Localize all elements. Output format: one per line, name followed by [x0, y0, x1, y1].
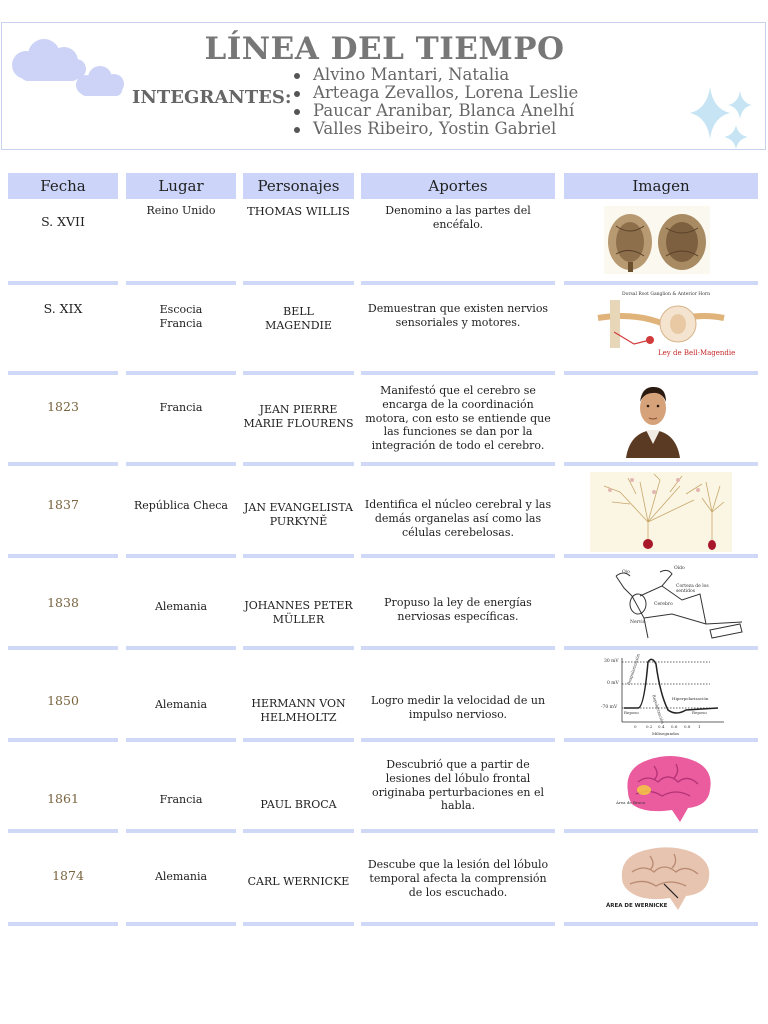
- row-lugar: [126, 698, 236, 712]
- row-personajes: [243, 501, 354, 529]
- row-divider: [361, 371, 555, 375]
- row-personajes-line: MAGENDIE: [265, 318, 332, 332]
- diagram-caption: Dorsal Root Ganglion & Anterior Horn: [622, 292, 710, 297]
- row-aportes-line: nerviosas específicas.: [397, 609, 519, 623]
- row-aportes-line: encéfalo.: [432, 217, 484, 231]
- row-divider: [8, 922, 118, 926]
- row-lugar: [126, 600, 236, 614]
- row-divider: [243, 738, 354, 742]
- chart-label: Despolarización: [626, 653, 641, 686]
- row-aportes: [361, 204, 555, 232]
- row-divider: [361, 554, 555, 558]
- list-item: Arteaga Zevallos, Lorena Leslie: [292, 84, 578, 102]
- cloud-icon: [72, 65, 128, 97]
- row-aportes-line: originaba perturbaciones en el: [371, 785, 545, 799]
- chart-label: 30 mV: [604, 659, 619, 664]
- row-divider: [361, 738, 555, 742]
- row-lugar: [126, 401, 236, 415]
- row-lugar-line: Alemania: [154, 600, 208, 613]
- chart-label: -70 mV: [601, 705, 618, 710]
- row-divider: [243, 281, 354, 285]
- row-divider: [564, 281, 758, 285]
- diagram-caption: Ojo: [622, 570, 630, 575]
- row-personajes-line: MARIE FLOURENS: [243, 416, 354, 430]
- row-divider: [243, 371, 354, 375]
- row-divider: [361, 829, 555, 833]
- row-fecha: 1838: [47, 595, 79, 610]
- chart-label: 0.6: [671, 724, 678, 729]
- row-personajes-line: HERMANN VON: [251, 697, 346, 710]
- row-divider: [8, 281, 118, 285]
- chart-label: Reposo: [692, 710, 707, 715]
- diagram-caption: ÁREA DE WERNICKE: [606, 903, 668, 909]
- list-item: Valles Ribeiro, Yostin Gabriel: [292, 120, 578, 138]
- row-aportes-line: encarga de la coordinación: [382, 397, 534, 411]
- row-personajes-line: HELMHOLTZ: [260, 710, 337, 724]
- row-divider: [243, 554, 354, 558]
- row-lugar: [126, 793, 236, 807]
- row-lugar-line: Francia: [159, 316, 203, 330]
- row-personajes-line: MÜLLER: [272, 612, 325, 626]
- row-lugar-line: Francia: [159, 793, 203, 806]
- row-aportes-line: Manifestó que el cerebro se: [380, 384, 536, 397]
- column-header-imagen: Imagen: [564, 173, 758, 199]
- row-divider: [126, 462, 236, 466]
- row-aportes-line: lesiones del lóbulo frontal: [385, 771, 531, 785]
- row-personajes: [243, 599, 354, 627]
- chart-label: 0 mV: [607, 681, 619, 686]
- row-aportes-line: habla.: [440, 799, 476, 813]
- row-personajes: [243, 403, 354, 431]
- row-divider: [8, 738, 118, 742]
- row-lugar-line: Alemania: [154, 698, 208, 711]
- row-divider: [126, 922, 236, 926]
- members-list: [292, 66, 578, 138]
- row-divider: [8, 646, 118, 650]
- chart-label: 0.2: [646, 724, 653, 729]
- chart-label: 0.4: [658, 724, 665, 729]
- purkinje-cell-icon: [590, 472, 732, 556]
- row-personajes-line: CARL WERNICKE: [247, 875, 350, 888]
- row-divider: [564, 371, 758, 375]
- row-divider: [8, 371, 118, 375]
- row-divider: [564, 462, 758, 466]
- row-aportes-line: Demuestran que existen nervios: [367, 302, 549, 315]
- row-personajes-line: PURKYNĚ: [269, 514, 328, 528]
- diagram-caption: Cerebro: [654, 602, 673, 607]
- row-divider: [126, 554, 236, 558]
- row-aportes-line: las funciones se dan por la: [383, 425, 533, 439]
- row-personajes-line: THOMAS WILLIS: [247, 204, 350, 218]
- list-item: Paucar Aranibar, Blanca Anelhí: [292, 102, 578, 120]
- row-divider: [8, 462, 118, 466]
- row-divider: [8, 554, 118, 558]
- row-aportes-line: Denomino a las partes del: [385, 204, 531, 217]
- row-aportes-line: células cerebelosas.: [402, 525, 514, 539]
- row-lugar: [126, 870, 236, 884]
- row-aportes-line: de los escuchado.: [408, 885, 508, 899]
- row-aportes-line: Logro medir la velocidad de un: [370, 694, 546, 707]
- page-title: LÍNEA DEL TIEMPO: [204, 31, 565, 67]
- row-lugar-line: Escocia: [159, 303, 203, 316]
- row-personajes: [243, 875, 354, 889]
- row-personajes-line: JAN EVANGELISTA: [244, 501, 353, 514]
- chart-label: Reposo: [624, 710, 639, 715]
- row-lugar-line: Reino Unido: [146, 204, 216, 217]
- nerve-sketch-icon: [610, 566, 746, 648]
- chart-label: Repolarización: [651, 694, 666, 725]
- row-divider: [126, 371, 236, 375]
- chart-label: 0: [634, 724, 637, 729]
- row-aportes-line: Propuso la ley de energías: [384, 596, 532, 609]
- row-personajes: [243, 305, 354, 333]
- row-lugar: [126, 204, 236, 218]
- row-lugar-line: República Checa: [134, 499, 228, 512]
- row-lugar-line: Alemania: [154, 870, 208, 883]
- row-aportes-line: integración de todo el cerebro.: [371, 439, 545, 453]
- brain-wernicke-icon: [604, 844, 722, 922]
- row-aportes: [361, 694, 555, 722]
- row-divider: [564, 922, 758, 926]
- row-divider: [361, 922, 555, 926]
- row-aportes: [361, 596, 555, 624]
- row-aportes-line: impulso nervioso.: [408, 707, 508, 721]
- row-aportes: [361, 384, 555, 453]
- column-header-personajes: Personajes: [243, 173, 354, 199]
- action-potential-chart-icon: [598, 654, 728, 742]
- row-divider: [126, 829, 236, 833]
- row-lugar: [126, 303, 236, 331]
- row-aportes-line: Descube que la lesión del lóbulo: [367, 858, 549, 871]
- row-divider: [126, 646, 236, 650]
- row-aportes: [361, 858, 555, 899]
- row-aportes-line: demás organelas así como las: [374, 511, 542, 525]
- brain-underside-icon: [604, 206, 710, 278]
- row-divider: [126, 738, 236, 742]
- header-box: [1, 22, 766, 150]
- row-aportes-line: motora, con esto se entiende que: [365, 411, 551, 425]
- column-header-fecha: Fecha: [8, 173, 118, 199]
- row-divider: [8, 829, 118, 833]
- row-lugar: [126, 499, 236, 513]
- row-divider: [243, 462, 354, 466]
- pink-brain-icon: [614, 752, 718, 830]
- row-personajes-line: BELL: [283, 305, 314, 318]
- row-divider: [243, 646, 354, 650]
- chart-label: 0.8: [684, 724, 691, 729]
- list-item: Alvino Mantari, Natalia: [292, 66, 578, 84]
- integrantes-label: INTEGRANTES:: [132, 87, 292, 108]
- chart-label: Milisegundos: [652, 731, 680, 736]
- row-aportes-line: Identifica el núcleo cerebral y las: [364, 498, 552, 511]
- row-personajes-line: JEAN PIERRE: [259, 403, 338, 416]
- diagram-caption: Área de Broca: [616, 800, 645, 805]
- row-fecha: 1861: [47, 791, 79, 806]
- row-personajes-line: PAUL BROCA: [260, 798, 337, 811]
- column-header-lugar: Lugar: [126, 173, 236, 199]
- row-aportes: [361, 758, 555, 813]
- row-aportes-line: temporal afecta la comprensión: [369, 871, 547, 885]
- column-header-aportes: Aportes: [361, 173, 555, 199]
- row-divider: [361, 281, 555, 285]
- diagram-caption: Corteza de los sentidos: [676, 584, 709, 594]
- sparkle-icon: [690, 87, 756, 163]
- row-personajes: [243, 205, 354, 219]
- row-personajes-line: JOHANNES PETER: [244, 599, 353, 612]
- row-fecha: 1823: [47, 399, 79, 414]
- row-fecha: 1874: [52, 868, 84, 883]
- portrait-icon: [624, 378, 682, 462]
- row-aportes: [361, 498, 555, 539]
- row-fecha: 1837: [47, 497, 79, 512]
- row-fecha: S. XVII: [41, 214, 85, 229]
- chart-label: Hiperpolarización: [672, 696, 709, 701]
- diagram-caption: Ley de Bell-Magendie: [658, 349, 736, 357]
- row-divider: [126, 281, 236, 285]
- row-aportes-line: Descubrió que a partir de: [386, 758, 530, 771]
- row-fecha: S. XIX: [43, 301, 83, 316]
- row-personajes: [243, 697, 354, 725]
- row-lugar-line: Francia: [159, 401, 203, 414]
- row-divider: [361, 462, 555, 466]
- row-divider: [243, 922, 354, 926]
- row-personajes: [243, 798, 354, 812]
- diagram-caption: Nervio: [630, 620, 646, 625]
- row-aportes: [361, 302, 555, 330]
- spinal-cord-diagram-icon: [594, 292, 736, 370]
- row-divider: [361, 646, 555, 650]
- row-fecha: 1850: [47, 693, 79, 708]
- diagram-caption: Oído: [674, 566, 685, 571]
- chart-label: 1: [698, 724, 701, 729]
- row-aportes-line: sensoriales y motores.: [395, 315, 521, 329]
- row-divider: [243, 829, 354, 833]
